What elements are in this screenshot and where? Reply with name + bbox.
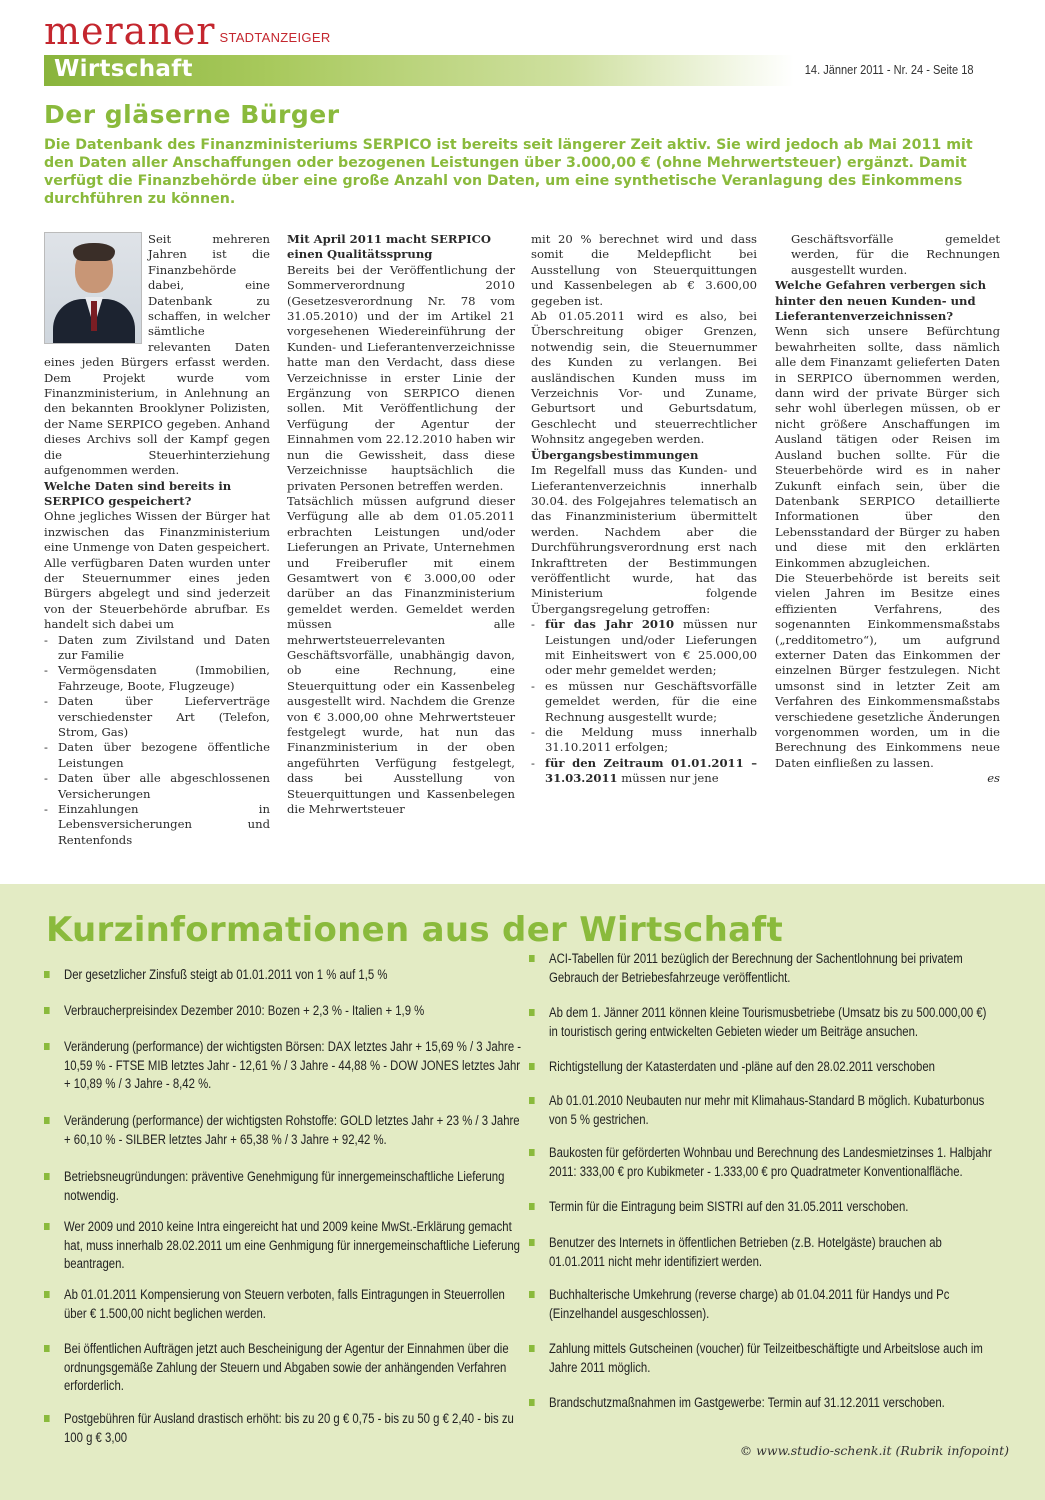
list-item: - Daten über alle abgeschlossenen Versicherungen bbox=[44, 771, 270, 802]
list-item: Verbraucherpreisindex Dezember 2010: Bozen + 2,3 % - Italien + 1,9 % bbox=[44, 1002, 524, 1021]
section-label: Wirtschaft bbox=[54, 56, 193, 82]
credit-line: © www.studio-schenk.it (Rubrik infopoint) bbox=[739, 1443, 1009, 1458]
list-item: Der gesetzlicher Zinsfuß steigt ab 01.01.2011 von 1 % auf 1,5 % bbox=[44, 966, 524, 985]
kurzinfo-title: Kurzinformationen aus der Wirtschaft bbox=[46, 910, 784, 950]
paragraph: Im Regelfall muss das Kunden- und Lieferantenverzeichnis innerhalb 30.04. des Folgejahres telematisch an das Finanzministerium übermittelt werden. Nachdem aber die Durchführungsverordnung erst nach Inkrafttreten der Bestimmungen veröffentlicht wurde, hat das Ministerium folgende Übergangsregelung getroffen: bbox=[531, 463, 757, 616]
article-column-4 bbox=[775, 232, 1000, 787]
section-bar bbox=[44, 55, 794, 86]
author-photo bbox=[44, 232, 142, 344]
subheading: Welche Gefahren verbergen sich hinter den neuen Kunden- und Lieferantenverzeichnissen? bbox=[775, 278, 987, 324]
paragraph: mit 20 % berechnet wird und dass somit die Meldepflicht bei Ausstellung von Steuerquittungen und Kassenbelegen ab € 3.600,00 gegeben ist. bbox=[531, 232, 757, 308]
author-signature: es bbox=[987, 771, 1000, 786]
article-column-3 bbox=[531, 232, 757, 787]
masthead bbox=[44, 9, 331, 53]
paragraph: Die Steuerbehörde ist bereits seit vielen Jahren im Besitze eines effizienten Verfahrens, des sogenannten Einkommensmaßstabs („redditometro“), um aufgrund externer Daten das Einkommen der einzelnen Bürger festzulegen. Nicht umsonst sind in letzter Zeit am Verfahren des Einkommensmaßstabs verschiedene gesetzliche Änderungen vorgenommen worden, um in die Berechnung des Einkommens neue Daten einfließen zu lassen. bbox=[775, 570, 1000, 770]
list-item: Richtigstellung der Katasterdaten und -pläne auf den 28.02.2011 verschoben bbox=[529, 1058, 993, 1077]
list-item: Ab dem 1. Jänner 2011 können kleine Tourismusbetriebe (Umsatz bis zu 500.000,00 €) in touristisch gering entwickelten Gebieten wieder um Beiträge ansuchen. bbox=[529, 1004, 993, 1041]
list-item: Betriebsneugründungen: präventive Genehmigung für innergemeinschaftliche Lieferung notwendig. bbox=[44, 1168, 524, 1205]
subheading: Mit April 2011 macht SERPICO einen Qualitätssprung bbox=[287, 232, 491, 262]
list-item: Bei öffentlichen Aufträgen jetzt auch Bescheinigung der Agentur der Einnahmen über die ordnungsgemäße Zahlung der Steuern und Abgaben sowie der anhängenden Verfahren erforderlich. bbox=[44, 1340, 524, 1396]
paragraph: Bereits bei der Veröffentlichung der Sommerverordnung 2010 (Gesetzesverordnung Nr. 78 vom 31.05.2010) und der im Artikel 21 vorgesehenen Wiedereinführung der Kunden- und Lieferantenverzeichnisse hatte man den Verdacht, dass diese Verzeichnisse in erster Linie der Ergänzung von SERPICO dienen sollen. Mit Veröffentlichung der Verfügung der Agentur der Einnahmen vom 22.12.2010 haben wir nun die Gewissheit, dass diese Verzeichnisse hauptsächlich die privaten Personen betreffen werden. bbox=[287, 262, 515, 493]
list-item: - die Meldung muss innerhalb 31.10.2011 erfolgen; bbox=[531, 725, 757, 756]
list-item: - für den Zeitraum 01.01.2011 – 31.03.2011 müssen nur jene bbox=[531, 756, 757, 787]
paragraph: Geschäftsvorfälle gemeldet werden, für die Rechnungen ausgestellt wurden. bbox=[791, 232, 1000, 277]
brand-logo: meraner bbox=[44, 9, 216, 53]
article-column-1 bbox=[44, 232, 270, 848]
kurzinfo-box bbox=[0, 884, 1045, 1500]
list-item: - für das Jahr 2010 müssen nur Leistungen und/oder Lieferungen mit Einheitswert von € 25.000,00 oder mehr gemeldet werden; bbox=[531, 617, 757, 679]
data-list bbox=[44, 633, 270, 849]
list-item: - Daten zum Zivilstand und Daten zur Familie bbox=[44, 633, 270, 664]
article-column-2 bbox=[287, 232, 515, 817]
list-item: Benutzer des Internets in öffentlichen Betrieben (z.B. Hotelgäste) brauchen ab 01.01.2011 nicht mehr identifiziert werden. bbox=[529, 1234, 993, 1271]
article-lead: Die Datenbank des Finanzministeriums SERPICO ist bereits seit längerer Zeit aktiv. Sie wird jedoch ab Mai 2011 mit den Daten aller Anschaffungen oder bezogenen Leistungen über 3.000,00 € (ohne Mehrwertsteuer) ergänzt. Damit verfügt die Finanzbehörde über eine große Anzahl von Daten, um eine synthetische Veranlagung des Einkommens durchführen zu können. bbox=[44, 137, 973, 207]
list-item: Ab 01.01.2011 Kompensierung von Steuern verboten, falls Eintragungen in Steuerrollen über € 1.500,00 nicht beglichen werden. bbox=[44, 1286, 524, 1323]
list-item: Brandschutzmaßnahmen im Gastgewerbe: Termin auf 31.12.2011 verschoben. bbox=[529, 1394, 993, 1413]
paragraph: Tatsächlich müssen aufgrund dieser Verfügung alle ab dem 01.05.2011 erbrachten Leistungen und/oder Lieferungen an Private, Unternehmen und Freiberufler mit einem Gesamtwert von € 3.000,00 oder darüber an das Finanzministerium gemeldet werden. Gemeldet werden müssen alle mehrwertsteuerrelevanten Geschäftsvorfälle, unabhängig davon, ob eine Rechnung, eine Steuerquittung oder ein Kassenbeleg ausgestellt wird. Nachdem die Grenze von € 3.000,00 ohne Mehrwertsteuer festgelegt wurde, hat nun das Finanzministerium in der oben angeführten Verfügung festgelegt, dass bei Ausstellung von Steuerquittungen und Kassenbelegen die Mehrwertsteuer bbox=[287, 493, 515, 817]
list-item: - Daten über Lieferverträge verschiedenster Art (Telefon, Strom, Gas) bbox=[44, 694, 270, 740]
transition-list bbox=[531, 617, 757, 786]
subheading: Welche Daten sind bereits in SERPICO gespeichert? bbox=[44, 478, 232, 508]
list-item: - es müssen nur Geschäftsvorfälle gemeldet werden, für die eine Rechnung ausgestellt wurde; bbox=[531, 679, 757, 725]
paragraph: Seit mehreren Jahren ist die Finanzbehörde dabei, eine Datenbank zu schaffen, in welcher sämtliche relevanten Daten eines jeden Bürgers erfasst werden. Dem Projekt wurde vom Finanzministerium, in Anlehnung an den bekannten Brooklyner Polizisten, der Name SERPICO gegeben. Anhand dieses Archivs soll der Kampf gegen die Steuerhinterziehung aufgenommen werden. bbox=[44, 232, 270, 478]
list-item: Zahlung mittels Gutscheinen (voucher) für Teilzeitbeschäftigte und Arbeitslose auch im Jahre 2011 möglich. bbox=[529, 1340, 993, 1377]
list-item: Veränderung (performance) der wichtigsten Börsen: DAX letztes Jahr + 15,69 % / 3 Jahre - 10,59 % - FTSE MIB letztes Jahr - 12,61 % / 3 Jahre - 44,88 % - DOW JONES letztes Jahr + 10,89 % / 3 Jahre - 8,42 %. bbox=[44, 1038, 524, 1094]
paragraph: Wenn sich unsere Befürchtung bewahrheiten sollte, dass nämlich alle dem Finanzamt gelieferten Daten in SERPICO übernommen werden, dann wird der private Bürger sich sehr wohl überlegen müssen, ob er nicht größere Anschaffungen im Ausland tätigen oder Reisen im Ausland buchen sollte. Für die Steuerbehörde wird es in naher Zukunft einfach sein, über die Datenbank SERPICO detaillierte Informationen über den Lebensstandard der Bürger zu haben und diese mit den erklärten Einkommen abzugleichen. bbox=[775, 324, 1000, 570]
issue-info: 14. Jänner 2011 - Nr. 24 - Seite 18 bbox=[804, 62, 973, 77]
list-item: Ab 01.01.2010 Neubauten nur mehr mit Klimahaus-Standard B möglich. Kubaturbonus von 5 % gestrichen. bbox=[529, 1092, 993, 1129]
subheading: Übergangsbestimmungen bbox=[531, 447, 699, 462]
list-item: Wer 2009 und 2010 keine Intra eingereicht hat und 2009 keine MwSt.-Erklärung gemacht hat, muss innerhalb 28.02.2011 um eine Genhmigung für innergemeinschaftliche Lieferung beantragen. bbox=[44, 1218, 524, 1274]
list-item: Baukosten für geförderten Wohnbau und Berechnung des Landesmietzinses 1. Halbjahr 2011: 333,00 € pro Kubikmeter - 1.333,00 € pro Quadratmeter Konventionalfläche. bbox=[529, 1144, 993, 1181]
list-item: Termin für die Eintragung beim SISTRI auf den 31.05.2011 verschoben. bbox=[529, 1198, 993, 1217]
list-item: - Vermögensdaten (Immobilien, Fahrzeuge, Boote, Flugzeuge) bbox=[44, 663, 270, 694]
list-item: - Daten über bezogene öffentliche Leistungen bbox=[44, 740, 270, 771]
brand-subtitle: STADTANZEIGER bbox=[219, 30, 331, 45]
list-item: Veränderung (performance) der wichtigsten Rohstoffe: GOLD letztes Jahr + 23 % / 3 Jahre + 60,10 % - SILBER letztes Jahr + 65,38 % / 3 Jahre + 92,42 %. bbox=[44, 1112, 524, 1149]
list-item: Postgebühren für Ausland drastisch erhöht: bis zu 20 g € 0,75 - bis zu 50 g € 2,40 - bis zu 100 g € 3,00 bbox=[44, 1410, 524, 1447]
list-item: - Einzahlungen in Lebensversicherungen und Rentenfonds bbox=[44, 802, 270, 848]
list-item: ACI-Tabellen für 2011 bezüglich der Berechnung der Sachentlohnung bei privatem Gebrauch der Betriebesfahrzeuge veröffentlicht. bbox=[529, 950, 993, 987]
paragraph: Ab 01.05.2011 wird es also, bei Überschreitung obiger Grenzen, notwendig sein, die Steuernummer des Kunden zu verlangen. Bei ausländischen Kunden muss im Verzeichnis Vor- und Zuname, Geburtsort und Geburtsdatum, Geschlecht und steuerrechtlicher Wohnsitz angegeben werden. bbox=[531, 309, 757, 447]
paragraph: Ohne jegliches Wissen der Bürger hat inzwischen das Finanzministerium eine Unmenge von Daten gespeichert. Alle verfügbaren Daten wurden unter der Steuernummer eines jeden Bürgers abgelegt und sind jederzeit von der Steuerbehörde abrufbar. Es handelt sich dabei um bbox=[44, 509, 270, 632]
article-title: Der gläserne Bürger bbox=[44, 100, 340, 129]
list-item: Buchhalterische Umkehrung (reverse charge) ab 01.04.2011 für Handys und Pc (Einzelhandel ausgeschlossen). bbox=[529, 1286, 993, 1323]
